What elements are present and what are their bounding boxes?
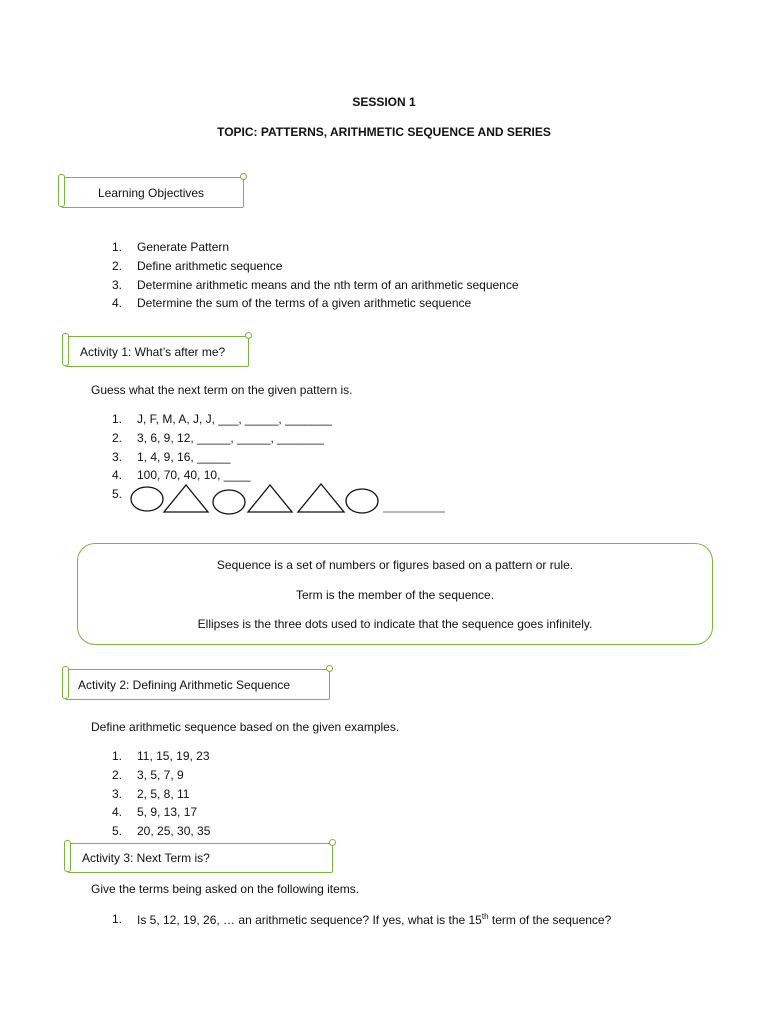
list-item: 1. J, F, M, A, J, J, ___, _____, _______ [112, 412, 332, 427]
activity3-heading: Activity 3: Next Term is? [82, 851, 210, 865]
activity2-list [112, 747, 210, 840]
session-title: SESSION 1 [352, 95, 416, 109]
sequence-definition: Sequence is a set of numbers or figures based on a pattern or rule. [216, 558, 574, 572]
definitions-box [77, 543, 713, 645]
list-item: 1. Generate Pattern [112, 240, 230, 255]
item-text: Is 5, 12, 19, 26, … an arithmetic sequence? If yes, what is the 15th term of the sequence? [137, 912, 612, 927]
activity2-heading: Activity 2: Defining Arithmetic Sequence [78, 677, 291, 692]
activity3-banner [67, 843, 333, 873]
activity2-banner [65, 669, 330, 700]
list-item: 2. 3, 6, 9, 12, _____, _____, _______ [112, 431, 324, 446]
topic-title: TOPIC: PATTERNS, ARITHMETIC SEQUENCE AND SERIES [217, 125, 551, 139]
activity1-banner [65, 336, 249, 367]
activity1-heading: Activity 1: What’s after me? [80, 344, 226, 359]
learning-objectives-banner [61, 177, 244, 208]
shape-pattern [128, 482, 448, 516]
list-item: 3. 2, 5, 8, 11 [112, 786, 190, 801]
circle-shape [346, 489, 378, 513]
term-definition: Term is the member of the sequence. [295, 588, 495, 602]
circle-shape [131, 487, 163, 511]
item-number: 1. [112, 912, 123, 926]
list-item: 3. 1, 4, 9, 16, _____ [112, 449, 231, 464]
activity3-instruction: Give the terms being asked on the following items. [91, 882, 360, 896]
triangle-shape [164, 485, 208, 512]
list-item: 4. Determine the sum of the terms of a given arithmetic sequence [112, 296, 472, 311]
list-item: 1. 11, 15, 19, 23 [112, 749, 210, 764]
learning-objectives-heading: Learning Objectives [98, 185, 205, 200]
list-item: 3. Determine arithmetic means and the nth term of an arithmetic sequence [112, 277, 519, 292]
objectives-list [112, 238, 519, 313]
triangle-shape [248, 485, 292, 512]
activity3-item [112, 912, 611, 927]
list-item: 4. 5, 9, 13, 17 [112, 805, 198, 820]
list-item: 2. 3, 5, 7, 9 [112, 768, 184, 783]
list-item: 5. [112, 487, 123, 502]
ellipses-definition: Ellipses is the three dots used to indicate that the sequence goes infinitely. [197, 617, 593, 631]
activity1-instruction: Guess what the next term on the given pattern is. [91, 383, 353, 397]
triangle-shape [298, 484, 344, 512]
list-item: 2. Define arithmetic sequence [112, 259, 283, 274]
list-item: 4. 100, 70, 40, 10, ____ [112, 468, 251, 483]
activity2-instruction: Define arithmetic sequence based on the given examples. [91, 720, 400, 734]
list-item: 5. 20, 25, 30, 35 [112, 824, 211, 839]
circle-shape [213, 490, 245, 514]
